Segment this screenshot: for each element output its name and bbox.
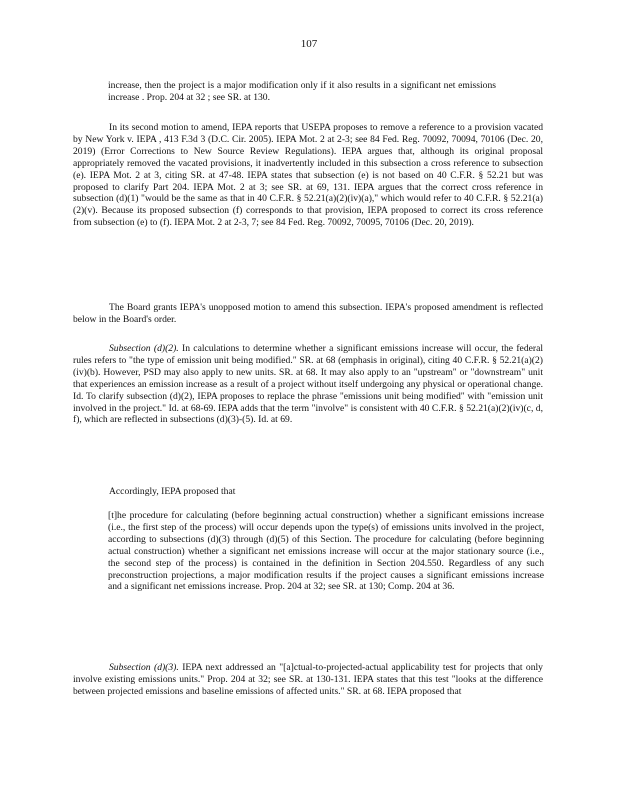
- paragraph-subsection-d3: [73, 662, 543, 698]
- subsection-d2-text: In calculations to determine whether a significant emissions increase will occur, the federal rules refers to "the type of emission unit being modified." SR. at 68 (emphasis in original), citing 40 C.F.R. § 52.21(a)(2)(iv)(b). However, PSD may also apply to new units. SR. at 68. It may also apply to an "upstream" or "downstream" unit that experiences an emission increase as a result of a project without itself undergoing any physical or operational change. Id. To clarify subsection (d)(2), IEPA proposes to replace the phrase "emissions unit being modified" with "emission unit involved in the project." Id. at 68-69. IEPA adds that the term "involve" is consistent with 40 C.F.R. § 52.21(a)(2)(iv)(c, d, f), which are reflected in subsections (d)(3)-(5). Id. at 69.: [73, 343, 543, 426]
- paragraph-continuation: increase, then the project is a major modification only if it also results in a significant net emissions increase . Prop. 204 at 32 ; see SR. at 130.: [108, 80, 496, 103]
- paragraph-accordingly: Accordingly, IEPA proposed that: [109, 486, 236, 497]
- subsection-d3-text: IEPA next addressed an "[a]ctual-to-projected-actual applicability test for projects that only involve existing emissions units." Prop. 204 at 32; see SR. at 130-131. IEPA states that this test "looks at the difference between projected emissions and baseline emissions of affected units." SR. at 68. IEPA proposed that: [73, 662, 543, 697]
- paragraph-subsection-d2: [73, 343, 543, 426]
- paragraph-board-grants: The Board grants IEPA's unopposed motion to amend this subsection. IEPA's proposed amendment is reflected below in the Board's order.: [73, 302, 543, 325]
- subsection-d3-heading: Subsection (d)(3).: [109, 662, 179, 673]
- block-quote: [t]he procedure for calculating (before beginning actual construction) whether a significant emissions increase (i.e., the first step of the process) will occur depends upon the type(s) of emissions units involved in the project, according to subsections (d)(3) through (d)(5) of this Section. The procedure for calculating (before beginning actual construction) whether a significant net emissions increase will occur at the major stationary source (i.e., the second step of the process) is contained in the definition in Section 204.550. Regardless of any such preconstruction projections, a major modification results if the project causes a significant emissions increase and a significant net emissions increase. Prop. 204 at 32; see SR. at 130; Comp. 204 at 36.: [108, 510, 544, 593]
- paragraph-second-motion: In its second motion to amend, IEPA reports that USEPA proposes to remove a reference to a provision vacated by New York v. IEPA , 413 F.3d 3 (D.C. Cir. 2005). IEPA Mot. 2 at 2-3; see 84 Fed. Reg. 70092, 70094, 70106 (Dec. 20, 2019) (Error Corrections to New Source Review Regulations). IEPA argues that, although its original proposal appropriately removed the vacated provisions, it inadvertently included in this subsection a cross reference to subsection (e). IEPA Mot. 2 at 3, citing SR. at 47-48. IEPA states that subsection (e) is not based on 40 C.F.R. § 52.21 but was proposed to clarify Part 204. IEPA Mot. 2 at 3; see SR. at 69, 131. IEPA argues that the correct cross reference in subsection (d)(1) "would be the same as that in 40 C.F.R. § 52.21(a)(2)(iv)(a)," which would refer to 40 C.F.R. § 52.21(a)(2)(v). Because its proposed subsection (f) corresponds to that provision, IEPA proposed to correct its cross reference from subsection (e) to (f). IEPA Mot. 2 at 2-3, 7; see 84 Fed. Reg. 70092, 70095, 70106 (Dec. 20, 2019).: [73, 122, 543, 229]
- page-number: 107: [300, 38, 318, 50]
- subsection-d2-heading: Subsection (d)(2).: [109, 343, 179, 354]
